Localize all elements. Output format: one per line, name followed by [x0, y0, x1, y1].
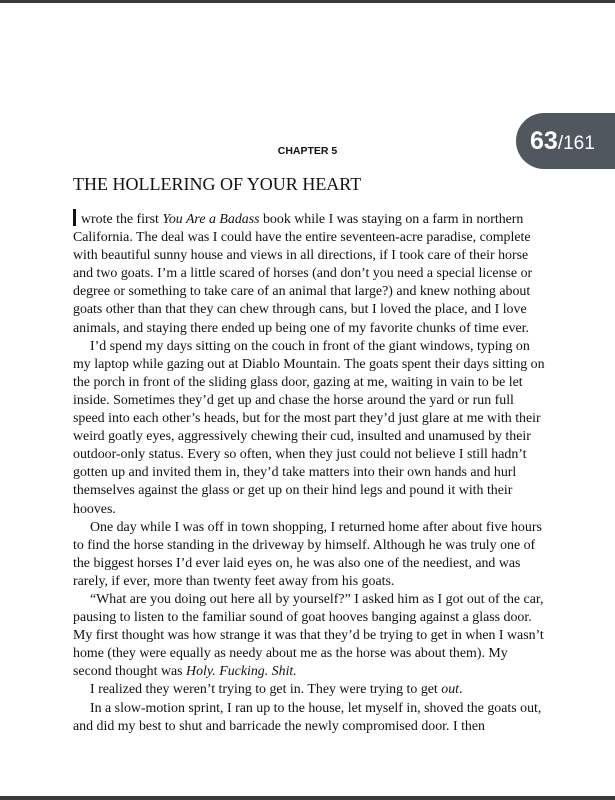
paragraph-3: One day while I was off in town shopping, I returned home after about five hours to find the horse standing in the driveway by himself. Although he was truly one of the biggest horses I’d ever laid eyes on, he was also one of the neediest, and was rarely, if ever, more than twenty feet away from his goats. [73, 519, 542, 589]
paragraph-1 [73, 209, 548, 338]
paragraph-4-italic: Holy. Fucking. Shit. [186, 664, 297, 680]
paragraph-1-text-a: wrote the first [81, 212, 163, 227]
paragraph-5 [73, 681, 548, 699]
book-title-italic: You Are a Badass [162, 212, 260, 227]
paragraph-4-text-a: “What are you doing out here all by yourself?” I asked him as I got out of the car, pausing to listen to the familiar sound of goat hooves banging against a glass door. My first thought was how strange it was that they’d be trying to get in when I wasn’t home (they were equally as needy about me as the horse was about them). My second thought was [73, 591, 544, 680]
chapter-title: THE HOLLERING OF YOUR HEART [73, 174, 362, 194]
paragraph-5-italic: out [441, 682, 460, 698]
bottom-border [0, 796, 615, 800]
paragraph-5-text-a: I realized they weren’t trying to get in. They were trying to get [90, 682, 442, 698]
current-page: 63 [530, 127, 558, 155]
paragraph-1-text-c: book while I was staying on a farm in northern California. The deal was I could have the entire seventeen-acre paradise, complete with beautiful sunny house and views in all directions, if I took care of their horse and two goats. I’m a little scared of horses (and don’t you need a special license or degree or something to take care of an animal that large?) and knew nothing about goats other than that they can chew through cans, but I loved the place, and I love animals, and staying there ended up being one of my favorite chunks of time ever. [73, 212, 533, 336]
body-text [73, 209, 548, 736]
paragraph-5-text-c: . [459, 682, 463, 698]
paragraph-6: In a slow-motion sprint, I ran up to the house, let myself in, shoved the goats out, and did my best to shut and barricade the newly compromised door. I then [73, 700, 542, 734]
chapter-label: CHAPTER 5 [277, 145, 338, 157]
total-pages: /161 [557, 133, 595, 154]
page-indicator [516, 113, 615, 169]
paragraph-4 [73, 591, 548, 681]
top-border [0, 0, 615, 3]
paragraph-2: I’d spend my days sitting on the couch in front of the giant windows, typing on my laptop while gazing out at Diablo Mountain. The goats spent their days sitting on the porch in front of the sliding glass door, gazing at me, waiting in vain to be let inside. Sometimes they’d get up and chase the horse around the yard or run full speed into each other’s heads, but for the most part they’d just glare at me with their weird goatly eyes, aggressively chewing their cud, insulted and unamused by their outdoor-only status. Every so often, when they just could not believe I still hadn’t gotten up and invited them in, they’d take matters into their own hands and hurl themselves against the glass or get up on their hind legs and pound it with their hooves. [73, 338, 545, 517]
drop-cap-i [73, 209, 76, 226]
